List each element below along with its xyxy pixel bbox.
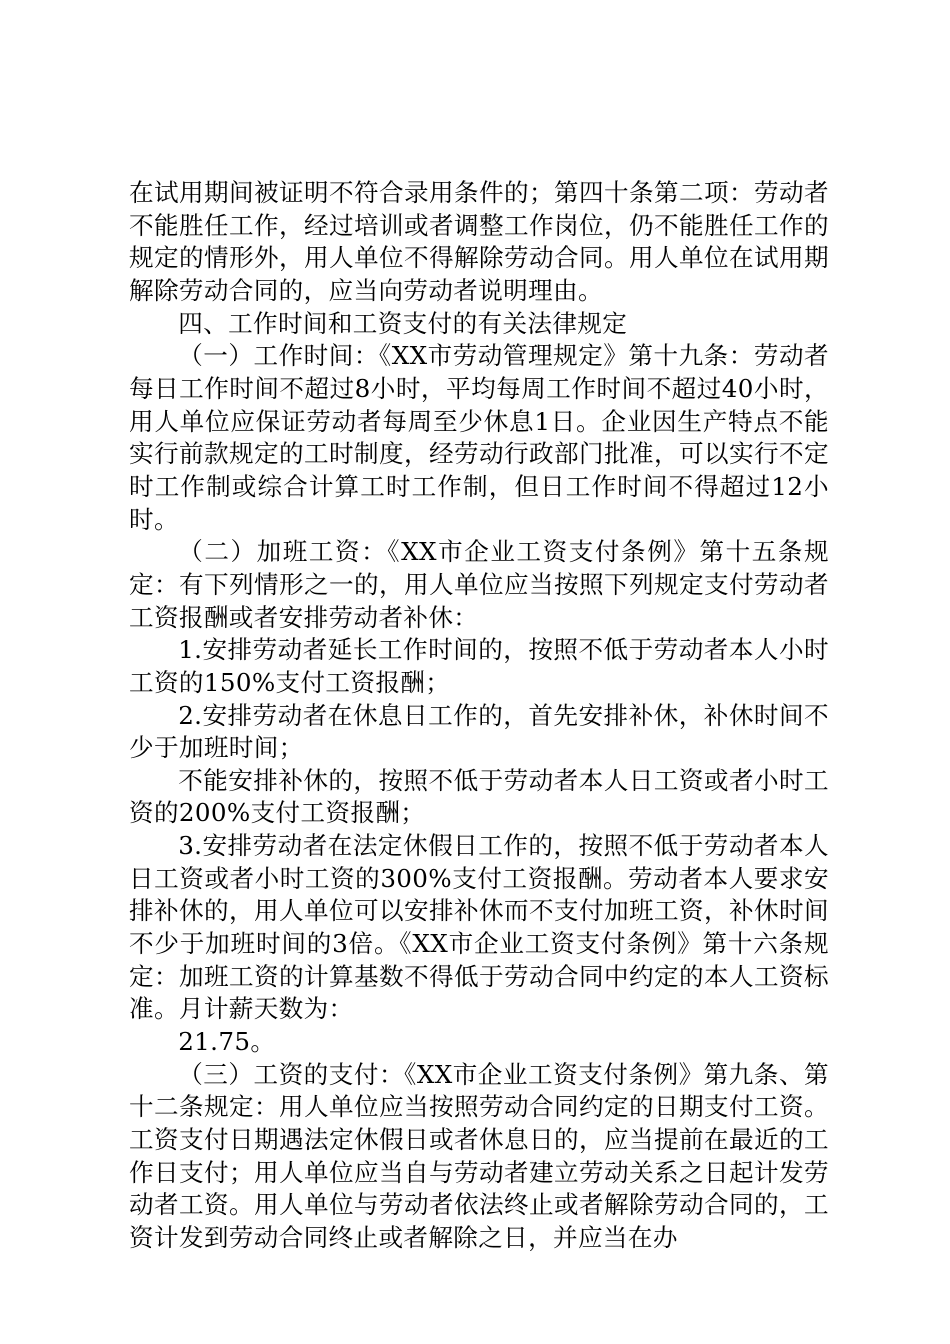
paragraph-monthly-days: 21.75。 [178,1027,276,1057]
paragraph-overtime-pay: （二）加班工资：《XX市企业工资支付条例》第十五条规定：有下列情形之一的，用人单位应当按照下列规定支付劳动者工资报酬或者安排劳动者补休： [129,537,829,632]
paragraph-overtime-2-continuation: 不能安排补休的，按照不低于劳动者本人日工资或者小时工资的200%支付工资报酬； [129,765,829,828]
list-item-overtime-1: 1.安排劳动者延长工作时间的，按照不低于劳动者本人小时工资的150%支付工资报酬； [129,635,829,697]
section-heading: 四、工作时间和工资支付的有关法律规定 [178,308,628,338]
document-body [129,177,829,1255]
paragraph-wage-payment: （三）工资的支付：《XX市企业工资支付条例》第九条、第十二条规定：用人单位应当按照劳动合同约定的日期支付工资。工资支付日期遇法定休假日或者休息日的，应当提前在最近的工作日支付；用人单位应当自与劳动者建立劳动关系之日起计发劳动者工资。用人单位与劳动者依法终止或者解除劳动合同的，工资计发到劳动合同终止或者解除之日，并应当在办 [129,1059,829,1252]
paragraph-continuation: 在试用期间被证明不符合录用条件的；第四十条第二项：劳动者不能胜任工作，经过培训或者调整工作岗位，仍不能胜任工作的规定的情形外，用人单位不得解除劳动合同。用人单位在试用期解除劳动合同的，应当向劳动者说明理由。 [129,178,829,305]
paragraph-work-hours: （一）工作时间：《XX市劳动管理规定》第十九条：劳动者每日工作时间不超过8小时，平均每周工作时间不超过40小时，用人单位应保证劳动者每周至少休息1日。企业因生产特点不能实行前款规定的工时制度，经劳动行政部门批准，可以实行不定时工作制或综合计算工时工作制，但日工作时间不得超过12小时。 [129,341,829,534]
list-item-overtime-2: 2.安排劳动者在休息日工作的，首先安排补休，补休时间不少于加班时间； [129,700,829,763]
list-item-overtime-3: 3.安排劳动者在法定休假日工作的，按照不低于劳动者本人日工资或者小时工资的300%支付工资报酬。劳动者本人要求安排补休的，用人单位可以安排补休而不支付加班工资，补休时间不少于加班时间的3倍。《XX市企业工资支付条例》第十六条规定：加班工资的计算基数不得低于劳动合同中约定的本人工资标准。月计薪天数为： [129,831,829,1024]
